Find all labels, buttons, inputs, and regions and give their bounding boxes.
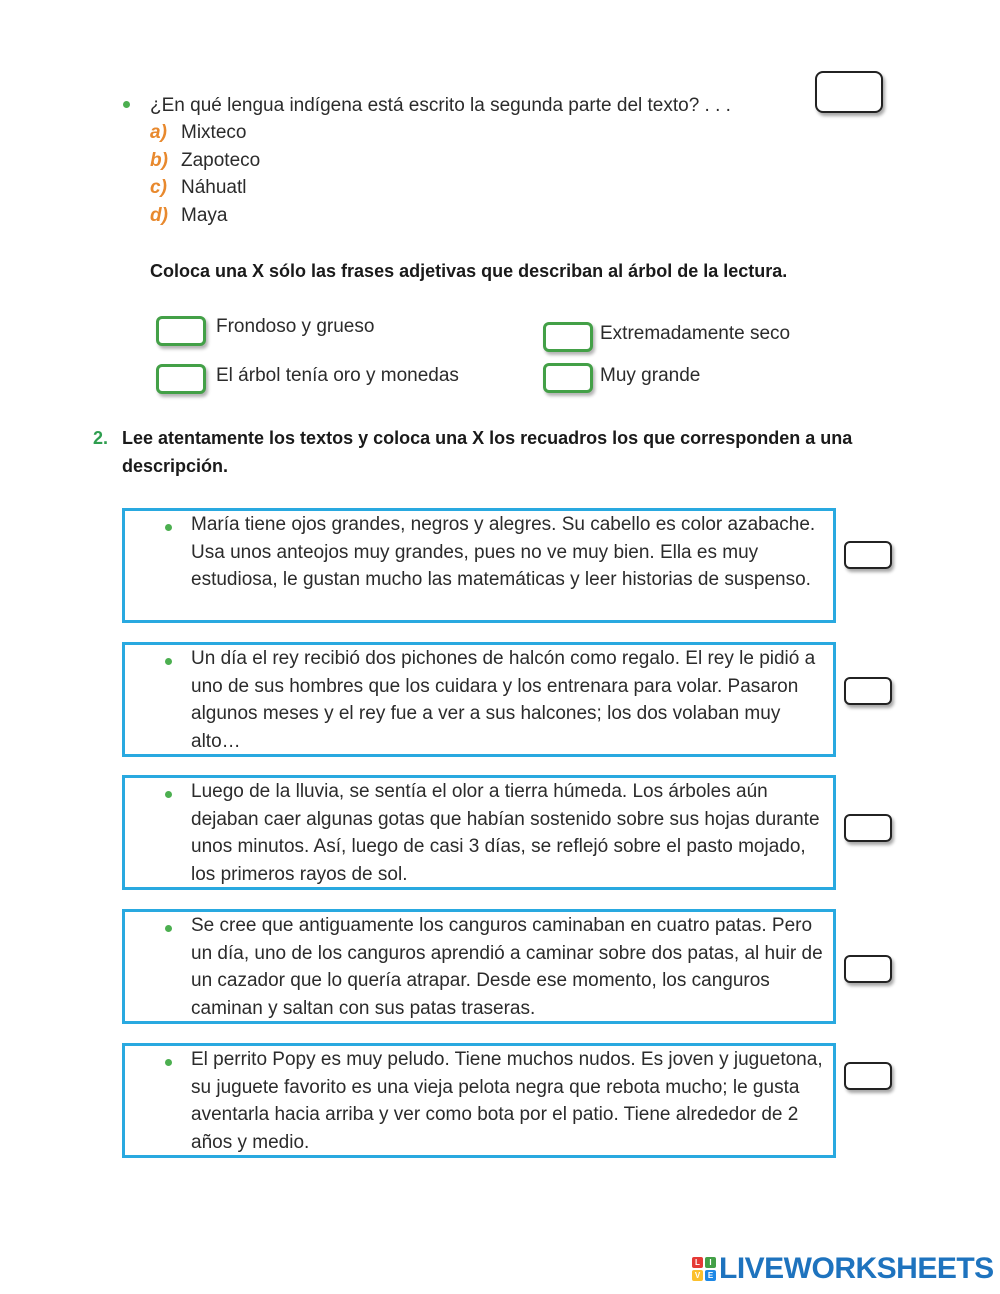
liveworksheets-logo [692, 1252, 994, 1286]
option-a-letter: a) [150, 122, 167, 143]
phrase-muy-grande: Muy grande [600, 365, 701, 386]
passage-answer-box-5[interactable] [844, 1062, 892, 1090]
logo-letter: I [705, 1257, 716, 1268]
passage-bullet [165, 524, 172, 531]
checkbox-frondoso[interactable] [156, 316, 206, 346]
option-d-text: Maya [181, 205, 228, 226]
section-2-title: Lee atentamente los textos y coloca una X los recuadros los que corresponden a una descripción. [122, 428, 853, 476]
phrase-oro-monedas: El árbol tenía oro y monedas [216, 365, 459, 386]
passage-box [122, 642, 836, 757]
passage-answer-box-1[interactable] [844, 541, 892, 569]
passage-box [122, 775, 836, 890]
passage-text: Se cree que antiguamente los canguros caminaban en cuatro patas. Pero un día, uno de los canguros aprendió a caminar sobre dos patas, al huir de un cazador que lo quería atrapar. Desde ese momento, los canguros caminan y saltan con sus patas traseras. [191, 915, 823, 1019]
option-b-letter: b) [150, 150, 168, 171]
logo-letter: V [692, 1270, 703, 1281]
option-a-text: Mixteco [181, 122, 247, 143]
option-d-letter: d) [150, 205, 168, 226]
section-2-number: 2. [93, 428, 109, 448]
option-c-text: Náhuatl [181, 177, 247, 198]
question-bullet [123, 101, 130, 108]
passage-bullet [165, 1059, 172, 1066]
passage-text: Un día el rey recibió dos pichones de halcón como regalo. El rey le pidió a uno de sus hombres que los cuidara y los entrenara para volar. Pasaron algunos meses y el rey fue a ver a sus halcones; los dos volaban muy alto… [191, 648, 816, 752]
passage-text: El perrito Popy es muy peludo. Tiene muchos nudos. Es joven y juguetona, su juguete favorito es una vieja pelota negra que rebota mucho; le gusta aventarla hacia arriba y ver como bota por el patio. Tiene alrededor de 2 años y medio. [191, 1049, 823, 1153]
adjectives-instruction: Coloca una X sólo las frases adjetivas que describan al árbol de la lectura. [150, 261, 788, 281]
logo-letter: E [705, 1270, 716, 1281]
checkbox-muy-grande[interactable] [543, 363, 593, 393]
passage-bullet [165, 658, 172, 665]
logo-text: LIVEWORKSHEETS [719, 1252, 994, 1285]
question-1-answer-box[interactable] [815, 71, 883, 113]
logo-letter: L [692, 1257, 703, 1268]
passage-answer-box-2[interactable] [844, 677, 892, 705]
phrase-frondoso: Frondoso y grueso [216, 316, 375, 337]
passage-answer-box-3[interactable] [844, 814, 892, 842]
option-c-letter: c) [150, 177, 167, 198]
passage-box [122, 1043, 836, 1158]
passage-bullet [165, 791, 172, 798]
passage-answer-box-4[interactable] [844, 955, 892, 983]
logo-mark-icon [692, 1257, 716, 1281]
checkbox-oro-monedas[interactable] [156, 364, 206, 394]
question-1-prompt: ¿En qué lengua indígena está escrito la segunda parte del texto? . . . [150, 95, 731, 116]
passage-bullet [165, 925, 172, 932]
checkbox-extremadamente-seco[interactable] [543, 322, 593, 352]
passage-box [122, 909, 836, 1024]
passage-text: María tiene ojos grandes, negros y alegres. Su cabello es color azabache. Usa unos anteojos muy grandes, pues no ve muy bien. Ella es muy estudiosa, le gustan mucho las matemáticas y leer historias de suspenso. [191, 514, 816, 591]
passage-box [122, 508, 836, 623]
passage-text: Luego de la lluvia, se sentía el olor a tierra húmeda. Los árboles aún dejaban caer algunas gotas que habían sostenido sobre sus hojas durante unos minutos. Así, luego de casi 3 días, se reflejó sobre el pasto mojado, los primeros rayos de sol. [191, 781, 820, 885]
option-b-text: Zapoteco [181, 150, 261, 171]
phrase-extremadamente-seco: Extremadamente seco [600, 323, 791, 344]
